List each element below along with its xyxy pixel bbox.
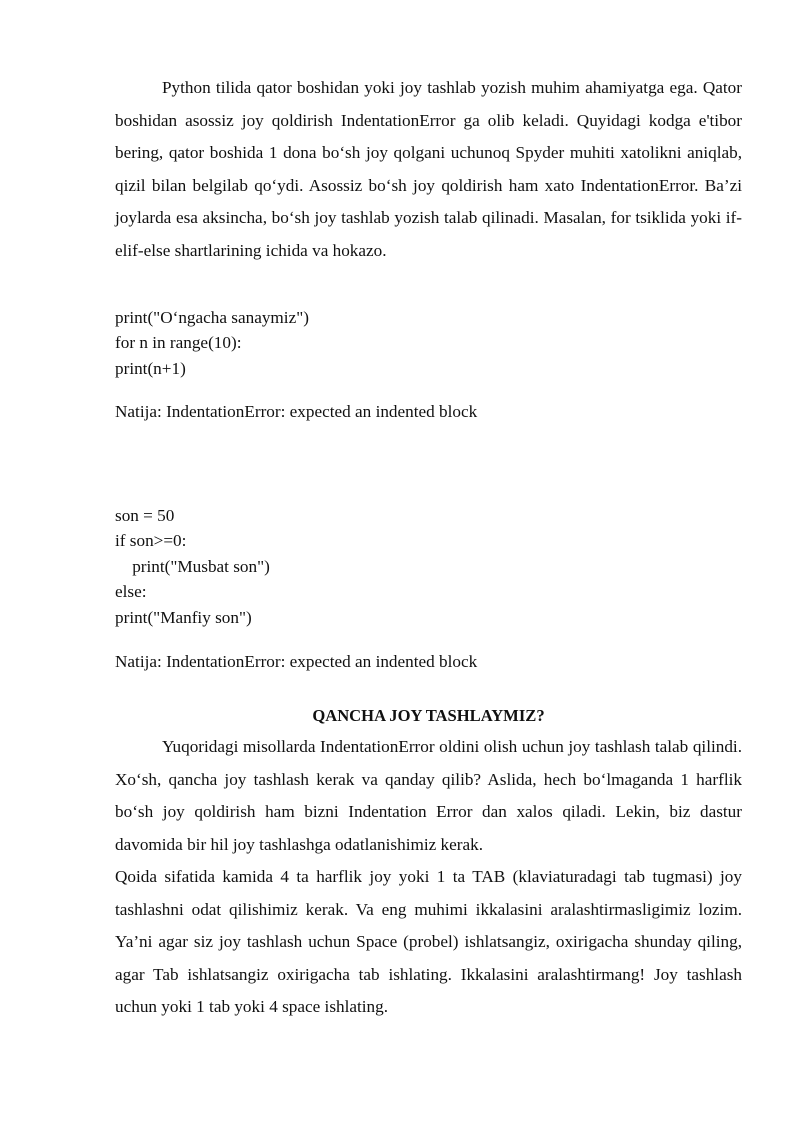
section-heading: QANCHA JOY TASHLAYMIZ? bbox=[312, 706, 545, 725]
code-line: son = 50 bbox=[115, 506, 175, 525]
intro-paragraph bbox=[115, 72, 742, 268]
section-paragraph-2: Qoida sifatida kamida 4 ta harflik joy yoki 1 ta TAB (klaviaturadagi tab tugmasi) joy tashlashni odat qilishimiz kerak. Va eng muhimi ikkalasini aralashtirmasligimiz lozim. Ya’ni agar siz joy tashlash uchun Space (probel) ishlatsangiz, oxirigacha shunday qiling, agar Tab ishlatsangiz oxirigacha tab ishlating. Ikkalasini aralashtirmang! Joy tashlash uchun yoki 1 tab yoki 4 space ishlating. bbox=[115, 867, 742, 1017]
section-paragraph-1 bbox=[115, 731, 742, 861]
code-line: else: bbox=[115, 582, 147, 602]
code-line: if son>=0: bbox=[115, 531, 187, 551]
result-line-1: Natija: IndentationError: expected an indented block bbox=[115, 402, 478, 421]
intro-paragraph-text: Python tilida qator boshidan yoki joy tashlab yozish muhim ahamiyatga ega. Qator boshidan asossiz joy qoldirish IndentationError ga olib keladi. Quyidagi kodga e'tibor bering, qator boshida 1 dona bo‘sh joy qolgani uchunoq Spyder muhiti xatolikni aniqlab, qizil bilan belgilab qo‘ydi. Asossiz bo‘sh joy qoldirish ham xato IndentationError. Ba’zi joylarda esa aksincha, bo‘sh joy tashlab yozish talab qilinadi. Masalan, for tsiklida yoki if-elif-else shartlarining ichida va hokazo. bbox=[115, 78, 742, 260]
code-line: for n in range(10): bbox=[115, 333, 242, 353]
section-paragraph-1-text: Yuqoridagi misollarda IndentationError oldini olish uchun joy tashlash talab qilindi. Xo‘sh, qancha joy tashlash kerak va qanday qilib? Aslida, hech bo‘lmaganda 1 harflik bo‘sh joy qoldirish ham bizni Indentation Error dan xalos qiladi. Lekin, biz dastur davomida bir hil joy tashlashga odatlanishimiz kerak. bbox=[115, 737, 742, 854]
code-line: print("Musbat son") bbox=[115, 556, 270, 576]
code-example-1 bbox=[115, 305, 742, 381]
code-line: print(n+1) bbox=[115, 358, 186, 378]
code-example-2 bbox=[115, 503, 742, 630]
code-line: print("Manfiy son") bbox=[115, 607, 252, 627]
result-line-2: Natija: IndentationError: expected an indented block bbox=[115, 652, 478, 671]
code-line: print("O‘ngacha sanaymiz") bbox=[115, 308, 309, 327]
